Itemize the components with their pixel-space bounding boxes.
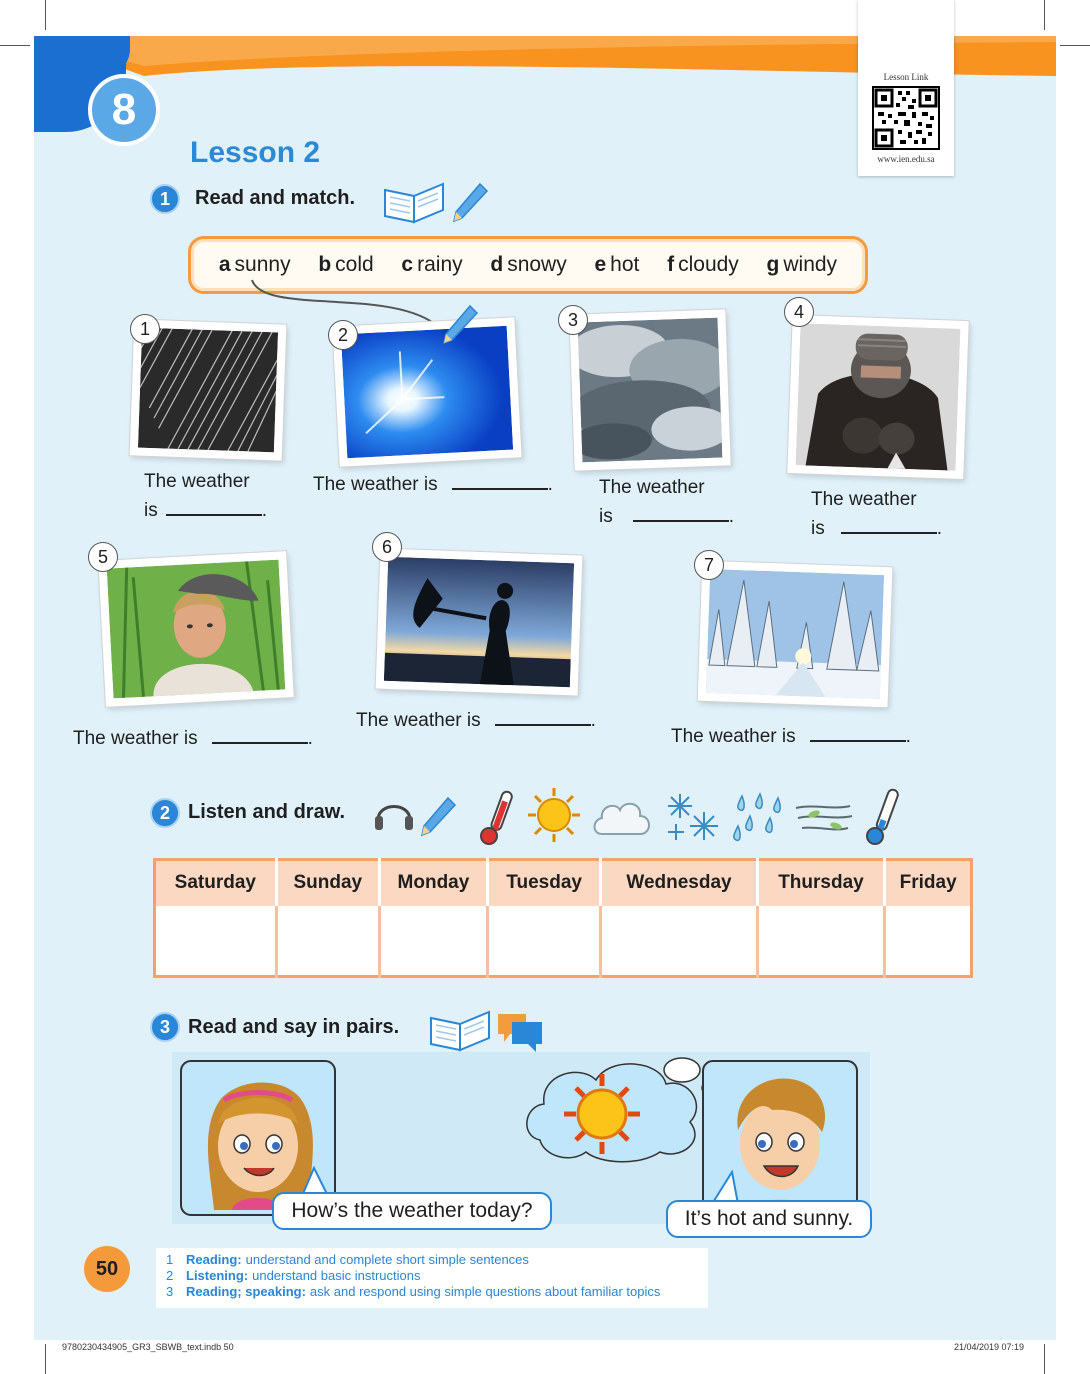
section-1-title: Read and match.: [195, 187, 356, 209]
section-2-title: Listen and draw.: [188, 801, 346, 823]
draw-cell[interactable]: [757, 906, 885, 977]
sentence-4: The weather is .: [811, 489, 943, 539]
photo-hot: [98, 551, 293, 707]
sentence-1: The weather is .: [144, 471, 268, 521]
table-row: [155, 906, 972, 977]
pencil-icon: [418, 794, 458, 838]
section-3-number: 3: [150, 1012, 180, 1042]
unit-number: 8: [88, 74, 160, 146]
photo-number: 7: [694, 550, 724, 580]
column-header: Tuesday: [487, 860, 601, 906]
pencil-icon: [440, 302, 480, 346]
photo-number: 2: [328, 320, 358, 350]
sun-thought-icon: [520, 1056, 726, 1164]
photo-number: 1: [130, 314, 160, 344]
crop-mark: [45, 0, 46, 30]
crop-mark: [1060, 45, 1090, 46]
draw-cell[interactable]: [487, 906, 601, 977]
column-header: Monday: [379, 860, 487, 906]
section-2-number: 2: [150, 798, 180, 828]
snowflake-icon: [662, 790, 722, 844]
answer-blank[interactable]: [633, 502, 729, 522]
qr-code-icon[interactable]: [872, 86, 940, 150]
book-icon: [428, 1008, 494, 1052]
draw-cell[interactable]: [155, 906, 277, 977]
lesson-link-card[interactable]: [858, 0, 954, 176]
page-number: 50: [84, 1246, 130, 1292]
bubble-tail: [706, 1170, 746, 1204]
cloud-icon: [590, 794, 654, 842]
word-bank-item: e hot: [594, 253, 640, 276]
sun-icon: [526, 786, 582, 844]
wind-icon: [794, 796, 854, 840]
answer-blank[interactable]: [810, 722, 906, 742]
pencil-icon: [450, 180, 490, 224]
weather-table: [153, 858, 973, 978]
sentence-7: The weather is .: [671, 722, 941, 751]
word-bank-item: c rainy: [401, 253, 463, 276]
learning-objectives: [156, 1248, 708, 1308]
word-bank-item: f cloudy: [667, 253, 739, 276]
photo-number: 6: [372, 532, 402, 562]
crop-mark: [45, 1344, 46, 1374]
section-3-title: Read and say in pairs.: [188, 1016, 400, 1038]
word-bank-item: b cold: [318, 253, 374, 276]
answer-blank[interactable]: [841, 514, 937, 534]
photo-number: 3: [558, 305, 588, 335]
answer-blank[interactable]: [212, 724, 308, 744]
boy-speech-bubble: It’s hot and sunny.: [666, 1200, 872, 1238]
draw-cell[interactable]: [885, 906, 972, 977]
column-header: Friday: [885, 860, 972, 906]
table-header-row: [155, 860, 972, 906]
photo-snowy: [698, 561, 893, 708]
word-bank-item: a sunny: [218, 253, 291, 276]
draw-cell[interactable]: [601, 906, 757, 977]
word-bank-item: g windy: [766, 253, 838, 276]
objective-item: 3 Reading; speaking: ask and respond using simple questions about familiar topics: [166, 1284, 661, 1299]
photo-sunny: [332, 317, 521, 466]
column-header: Sunday: [276, 860, 379, 906]
draw-cell[interactable]: [276, 906, 379, 977]
girl-speech-bubble: How’s the weather today?: [272, 1192, 552, 1230]
footer-date: 21/04/2019 07:19: [954, 1342, 1025, 1352]
word-bank-item: d snowy: [490, 253, 567, 276]
sentence-2: The weather is .: [313, 470, 583, 499]
lesson-link-label: Lesson Link: [883, 72, 929, 82]
answer-blank[interactable]: [495, 706, 591, 726]
photo-cloudy: [569, 309, 730, 470]
crop-mark: [1044, 0, 1045, 30]
objective-item: 1 Reading: understand and complete short simple sentences: [166, 1252, 529, 1267]
sentence-3: The weather is .: [599, 477, 735, 527]
weather-icons-row: [476, 786, 916, 846]
photo-cold: [787, 315, 968, 479]
photo-number: 5: [88, 542, 118, 572]
lesson-link-url[interactable]: www.ien.edu.sa: [877, 154, 935, 164]
column-header: Thursday: [757, 860, 885, 906]
draw-cell[interactable]: [379, 906, 487, 977]
raindrops-icon: [732, 792, 788, 842]
thermometer-cold-icon: [862, 786, 906, 846]
answer-blank[interactable]: [166, 496, 262, 516]
sentence-5: The weather is .: [73, 724, 343, 753]
photo-windy: [376, 549, 583, 696]
column-header: Saturday: [155, 860, 277, 906]
page-title: Lesson 2: [190, 136, 321, 169]
sentence-6: The weather is .: [356, 706, 626, 735]
answer-blank[interactable]: [452, 470, 548, 490]
book-icon: [382, 180, 448, 224]
thermometer-hot-icon: [476, 788, 520, 846]
speech-bubbles-icon: [496, 1010, 546, 1056]
objective-item: 2 Listening: understand basic instructions: [166, 1268, 421, 1283]
crop-mark: [0, 45, 30, 46]
crop-mark: [1044, 1344, 1045, 1374]
section-1-number: 1: [150, 184, 180, 214]
photo-number: 4: [784, 297, 814, 327]
column-header: Wednesday: [601, 860, 757, 906]
headphones-icon: [372, 794, 416, 834]
footer-file-info: 9780230434905_GR3_SBWB_text.indb 50: [62, 1342, 234, 1352]
